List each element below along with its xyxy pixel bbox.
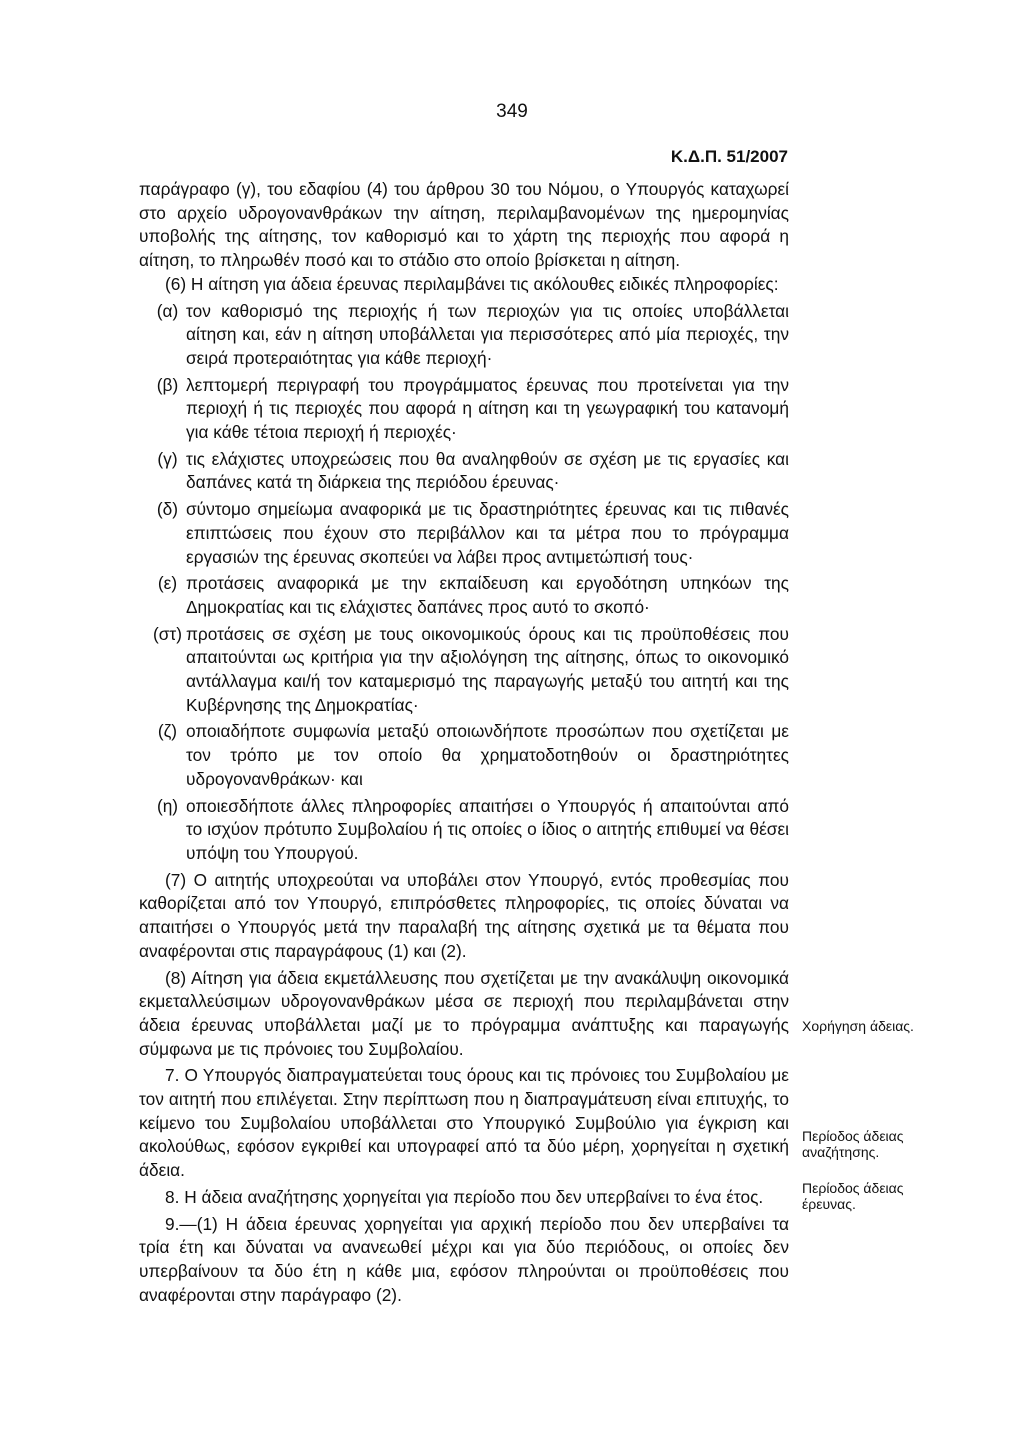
item-label: (β) [156, 374, 179, 395]
list-item [139, 448, 789, 495]
list-item [139, 720, 789, 791]
law-reference: Κ.Δ.Π. 51/2007 [670, 147, 788, 166]
item-text: προτάσεις σε σχέση με τους οικονομικούς όρους και τις προϋποθέσεις που απαιτούνται ως κριτήρια για την αξιολόγηση της αίτησης, όπως το οικονομικό αντάλλαγμα και/ή τον καταμερισμό της παραγωγής μεταξύ του αιτητή και της Κυβέρνησης της Δημοκρατίας· [186, 623, 789, 715]
margin-note-grant: Χορήγηση άδειας. [802, 1018, 914, 1034]
margin-note-research-period: Περίοδος άδειας έρευνας. [802, 1180, 904, 1212]
intro-paragraph: παράγραφο (γ), του εδαφίου (4) του άρθρου 30 του Νόμου, ο Υπουργός καταχωρεί στο αρχείο υδρογονανθράκων την αίτηση, περιλαμβανομένων της ημερομηνίας υποβολής της αίτησης, τον καθορισμό και το χάρτη της περιοχής που αφορά η αίτηση, το πληρωθέν ποσό και το στάδιο στο οποίο βρίσκεται η αίτηση. [139, 179, 789, 271]
list-item [139, 374, 789, 445]
item-text: προτάσεις αναφορικά με την εκπαίδευση και εργοδότηση υπηκόων της Δημοκρατίας και τις ελάχιστες δαπάνες προς αυτό το σκοπό· [186, 573, 789, 617]
list-item [139, 623, 789, 718]
item-label: (δ) [156, 499, 179, 520]
page-number: 349 [496, 101, 528, 122]
item-label: (α) [156, 300, 179, 321]
list-item [139, 300, 789, 371]
list-item [139, 498, 789, 569]
margin-note-search-period: Περίοδος άδειας αναζήτησης. [802, 1128, 904, 1160]
list-item [139, 572, 789, 619]
document-body [139, 178, 789, 1307]
item-label: (ζ) [157, 721, 178, 742]
item-text: οποιεσδήποτε άλλες πληροφορίες απαιτήσει ο Υπουργός ή απαιτούνται από το ισχύον πρότυπο Συμβολαίου ή τις οποίες ο ίδιος ο αιτητής επιθυμεί να θέσει υπόψη του Υπουργού. [186, 795, 789, 863]
section-8: 8. Η άδεια αναζήτησης χορηγείται για περίοδο που δεν υπερβαίνει το ένα έτος. [165, 1186, 764, 1207]
item-label: (ε) [157, 573, 178, 594]
section-9: 9.—(1) Η άδεια έρευνας χορηγείται για αρχική περίοδο που δεν υπερβαίνει τα τρία έτη και δύναται να ανανεωθεί μέχρι και για δύο περιόδους, οι οποίες δεν υπερβαίνουν τα δύο έτη η κάθε μια, εφόσον πληρούνται οι προϋποθέσεις που αναφέρονται στην παράγραφο (2). [139, 1213, 789, 1305]
paragraph-7: (7) Ο αιτητής υποχρεούται να υποβάλει στον Υπουργό, εντός προθεσμίας που καθορίζεται από τον Υπουργό, επιπρόσθετες πληροφορίες, τις οποίες δύναται να απαιτήσει ο Υπουργός μετά την παραλαβή της αίτησης σχετικά με τα θέματα που αναφέρονται στις παραγράφους (1) και (2). [139, 869, 789, 961]
item-label: (στ) [152, 623, 182, 644]
paragraph-6: (6) Η αίτηση για άδεια έρευνας περιλαμβάνει τις ακόλουθες ειδικές πληροφορίες: [165, 273, 779, 294]
item-text: τις ελάχιστες υποχρεώσεις που θα αναληφθούν σε σχέση με τις εργασίες και δαπάνες κατά τη διάρκεια της περιόδου έρευνας· [186, 448, 789, 493]
item-text: τον καθορισμό της περιοχής ή των περιοχών για τις οποίες υποβάλλεται αίτηση και, εάν η αίτηση υποβάλλεται για περισσότερες από μία περιοχές, την σειρά προτεραιότητας για κάθε περιοχή· [186, 300, 789, 368]
paragraph-8: (8) Αίτηση για άδεια εκμετάλλευσης που σχετίζεται με την ανακάλυψη οικονομικά εκμεταλλεύσιμων υδρογονανθράκων μέσα σε περιοχή που περιλαμβάνεται στην άδεια έρευνας υποβάλλεται μαζί με το πρόγραμμα ανάπτυξης και παραγωγής σύμφωνα με τις πρόνοιες του Συμβολαίου. [139, 967, 789, 1059]
item-text: λεπτομερή περιγραφή του προγράμματος έρευνας που προτείνεται για την περιοχή ή τις περιοχές που αφορά η αίτηση και τη γεωγραφική του κατανομή για κάθε τέτοια περιοχή ή περιοχές· [186, 374, 789, 443]
item-text: σύντομο σημείωμα αναφορικά με τις δραστηριότητες έρευνας και τις πιθανές επιπτώσεις που έχουν στο περιβάλλον και τα μέτρα που το πρόγραμμα εργασιών της έρευνας σκοπεύει να λάβει προς αντιμετώπισή τους· [186, 499, 789, 567]
list-item [139, 795, 789, 866]
item-text: οποιαδήποτε συμφωνία μεταξύ οποιωνδήποτε προσώπων που σχετίζεται με τον τρόπο με τον οποίο θα χρηματοδοτηθούν οι δραστηριότητες υδρογονανθράκων· και [186, 721, 789, 789]
item-label: (γ) [157, 448, 178, 469]
section-7: 7. Ο Υπουργός διαπραγματεύεται τους όρους και τις πρόνοιες του Συμβολαίου με τον αιτητή που επιλέγεται. Στην περίπτωση που η διαπραγμάτευση είναι επιτυχής, το κείμενο του Συμβολαίου υποβάλλεται στο Υπουργικό Συμβούλιο για έγκριση και ακολούθως, εφόσον εγκριθεί και υπογραφεί από τα δύο μέρη, χορηγείται η σχετική άδεια. [139, 1065, 789, 1181]
item-label: (η) [156, 795, 179, 816]
